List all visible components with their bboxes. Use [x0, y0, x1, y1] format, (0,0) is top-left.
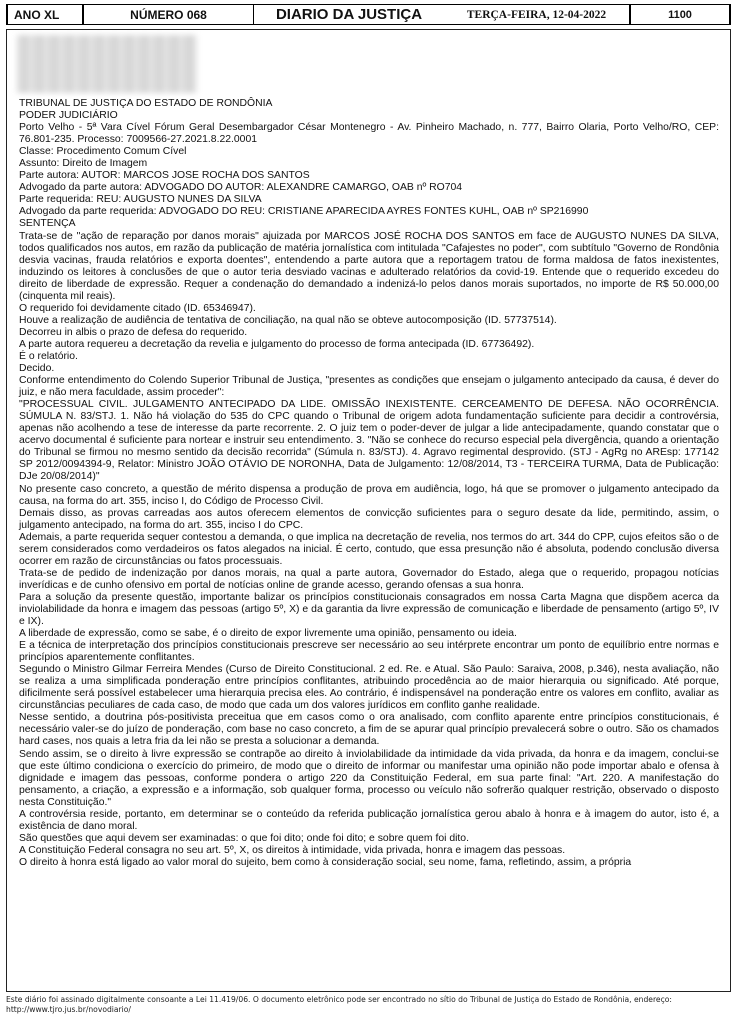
- paragraph: Porto Velho - 5ª Vara Cível Fórum Geral Desembargador César Montenegro - Av. Pinheiro Machado, n. 777, Bairro Olaria, Porto Velho/RO, CEP: 76.801-235. Processo: 7009566-27.2021.8.22.0001: [19, 122, 719, 146]
- paragraph: Assunto: Direito de Imagem: [19, 158, 148, 170]
- paragraph: Parte autora: AUTOR: MARCOS JOSE ROCHA DOS SANTOS: [19, 170, 310, 182]
- paragraph: Sendo assim, se o direito à livre expressão se contrapõe ao direito à inviolabilidade da intimidade da vida privada, da honra e da imagem, conclui-se que este último condiciona o exercício do primeiro, de modo que o direito de informar ou manifestar uma opinião não pode importar abalo e ofensa à dignidade e imagem das pessoas, conforme pondera o artigo 220 da Constituição Federal, em sua parte final: "Art. 220. A manifestação do pensamento, a criação, a expressão e a informação, sob qualquer forma, processo ou veículo não sofrerão qualquer restrição, observado o disposto nesta Constituição.": [19, 748, 719, 808]
- paragraph: Decido.: [19, 363, 55, 375]
- paragraph: Conforme entendimento do Colendo Superior Tribunal de Justiça, "presentes as condições que ensejam o julgamento antecipado da causa, é dever do juiz, e não mera faculdade, assim proceder":: [19, 375, 719, 399]
- year-label: ANO XL: [6, 5, 84, 24]
- paragraph: Nesse sentido, a doutrina pós-positivista preceitua que em casos como o ora analisado, com conflito aparente entre princípios constitucionais, é necessário valer-se do juízo de ponderação, com base no caso concreto, a fim de se apurar qual princípio prevalecerá sobre o outro. São os chamados hard cases, nos quais a letra fria da lei não se presta a solucionar a demanda.: [19, 712, 719, 748]
- paragraph: Decorreu in albis o prazo de defesa do requerido.: [19, 326, 248, 338]
- paragraph: A liberdade de expressão, como se sabe, é o direito de expor livremente uma opinião, pensamento ou ideia.: [19, 628, 517, 640]
- paragraph: A controvérsia reside, portanto, em determinar se o conteúdo da referida publicação jornalística gerou abalo à honra e à imagem do autor, isto é, a existência de dano moral.: [19, 808, 719, 832]
- paragraph: Ademais, a parte requerida sequer contestou a demanda, o que implica na decretação de revelia, nos termos do art. 344 do CPP, cujos efeitos são o de serem considerados como verdadeiros os fatos alegados na inicial. É certo, contudo, que essa presunção não é absoluta, podendo conclusão diversa ocorrer em razão de circunstâncias ou fatos processuais.: [19, 531, 719, 567]
- paragraph: Houve a realização de audiência de tentativa de conciliação, na qual não se obteve autocomposição (ID. 57737514).: [19, 314, 557, 326]
- paragraph: E a técnica de interpretação dos princípios constitucionais prescreve ser necessário ao seu intérprete encontrar um ponto de equilíbrio entre normas e princípios aparentemente conflitantes.: [19, 640, 719, 664]
- paragraph: A parte autora requereu a decretação da revelia e julgamento do processo de forma antecipada (ID. 67736492).: [19, 338, 535, 350]
- paragraph: SENTENÇA: [19, 218, 76, 230]
- paragraph: "PROCESSUAL CIVIL. JULGAMENTO ANTECIPADO DA LIDE. OMISSÃO INEXISTENTE. CERCEAMENTO DE DEFESA. NÃO OCORRÊNCIA. SÚMULA N. 83/STJ. 1. Não há violação do 535 do CPC quando o Tribunal de origem adota fundamentação suficiente para decidir a controvérsia, apenas não acolhendo a tese de interesse da parte recorrente. 2. O juiz tem o poder-dever de julgar a lide antecipadamente, quando constatar que o acervo documental é suficiente para nortear e instruir seu entendimento. 3. "Não se conhece do recurso especial pela divergência, quando a orientação do Tribunal se firmou no mesmo sentido da decisão recorrida" (Súmula n. 83/STJ). 4. Agravo regimental desprovido. (STJ - AgRg no AREsp: 177142 SP 2012/0094394-9, Relator: Ministro JOÃO OTÁVIO DE NORONHA, Data de Julgamento: 12/08/2014, T3 - TERCEIRA TURMA, Data de Publicação: DJe 20/08/2014)": [19, 399, 719, 483]
- paragraph: No presente caso concreto, a questão de mérito dispensa a produção de prova em audiência, logo, há que se promover o julgamento antecipado da causa, na forma do art. 355, inciso I, do Código de Processo Civil.: [19, 483, 719, 507]
- paragraph: Classe: Procedimento Comum Cível: [19, 146, 187, 158]
- paragraph: Parte requerida: REU: AUGUSTO NUNES DA SILVA: [19, 194, 262, 206]
- paragraph: Demais disso, as provas carreadas aos autos oferecem elementos de convicção suficientes para o seguro desate da lide, permitindo, assim, o julgamento antecipado, na forma do art. 355, inciso I do CPC.: [19, 507, 719, 531]
- sentence-text: [19, 98, 719, 869]
- publication-title: DIARIO DA JUSTIÇA: [275, 6, 423, 23]
- paragraph: Segundo o Ministro Gilmar Ferreira Mendes (Curso de Direito Constitucional. 2 ed. Re. e Atual. São Paulo: Saraiva, 2008, p.346), nesta avaliação, não se realiza a uma simplificada ponderação entre princípios conflitantes, atribuindo procedência ao de maior hierarquia ou significado. Até porque, dificilmente será possível estabelecer uma hierarquia precisa eles. Ao contrário, é indispensável na ponderação entre os valores em conflito, avaliar as circunstâncias peculiares de cada caso, de modo que cada um dos valores jurídicos em conflito ganhe realidade.: [19, 664, 719, 712]
- paragraph: São questões que aqui devem ser examinadas: o que foi dito; onde foi dito; e sobre quem foi dito.: [19, 832, 469, 844]
- redacted-block: [17, 35, 197, 93]
- issue-number: NÚMERO 068: [84, 5, 254, 24]
- paragraph: Advogado da parte autora: ADVOGADO DO AUTOR: ALEXANDRE CAMARGO, OAB nº RO704: [19, 182, 463, 194]
- paragraph: TRIBUNAL DE JUSTIÇA DO ESTADO DE RONDÔNIA: [19, 98, 273, 109]
- page-header: [6, 4, 731, 25]
- paragraph: Trata-se de pedido de indenização por danos morais, na qual a parte autora, Governador do Estado, alega que o requerido, propagou notícias inverídicas e de cunho ofensivo em portal de notícias online de grande acesso, gerando ofensas a sua honra.: [19, 567, 719, 591]
- paragraph: O requerido foi devidamente citado (ID. 65346947).: [19, 302, 256, 314]
- issue-date: TERÇA-FEIRA, 12-04-2022: [466, 8, 607, 21]
- paragraph: É o relatório.: [19, 350, 78, 362]
- paragraph: Advogado da parte requerida: ADVOGADO DO REU: CRISTIANE APARECIDA AYRES FONTES KUHL, OAB nº SP216990: [19, 206, 589, 218]
- paragraph: Trata-se de "ação de reparação por danos morais" ajuizada por MARCOS JOSÉ ROCHA DOS SANTOS em face de AUGUSTO NUNES DA SILVA, todos qualificados nos autos, em razão da publicação de matéria jornalística com intitulada "Cafajestes no poder", com subtítulo "Governo de Rondônia desvia vacinas, frauda relatórios e exporta doentes", entendendo a parte autora que a reportagem tratou de forma maldosa de fatos inexistentes, induzindo os leitores à conclusões de que o autor teria desviado vacinas e adulterado relatórios da covid-19. Entende que o requerido excedeu do direito de liberdade de expressão. Requer a condenação do demandado a indenizá-lo pelos danos morais suportados, no importe de R$ 50.000,00 (cinquenta mil reais).: [19, 230, 719, 302]
- paragraph: Para a solução da presente questão, importante balizar os princípios constitucionais consagrados em nossa Carta Magna que dispõem acerca da inviolabilidade da honra e imagem das pessoas (artigo 5º, X) e da garantia da livre expressão de comunicação e liberdade de pensamento (artigo 5º, IV e IX).: [19, 591, 719, 628]
- paragraph: A Constituição Federal consagra no seu art. 5º, X, os direitos à intimidade, vida privada, honra e imagem das pessoas.: [19, 844, 566, 856]
- paragraph: PODER JUDICIÁRIO: [19, 110, 118, 122]
- page-number: 1100: [629, 5, 731, 24]
- footer-note: Este diário foi assinado digitalmente consoante a Lei 11.419/06. O documento eletrônico pode ser encontrado no sítio do Tribunal de Justiça do Estado de Rondônia, endereço: http://www.tjro.jus.br/novodiario/: [6, 995, 672, 1014]
- paragraph: O direito à honra está ligado ao valor moral do sujeito, bem como à consideração social, seu nome, fama, refletindo, assim, a própria: [19, 856, 632, 868]
- document-body: [6, 29, 731, 992]
